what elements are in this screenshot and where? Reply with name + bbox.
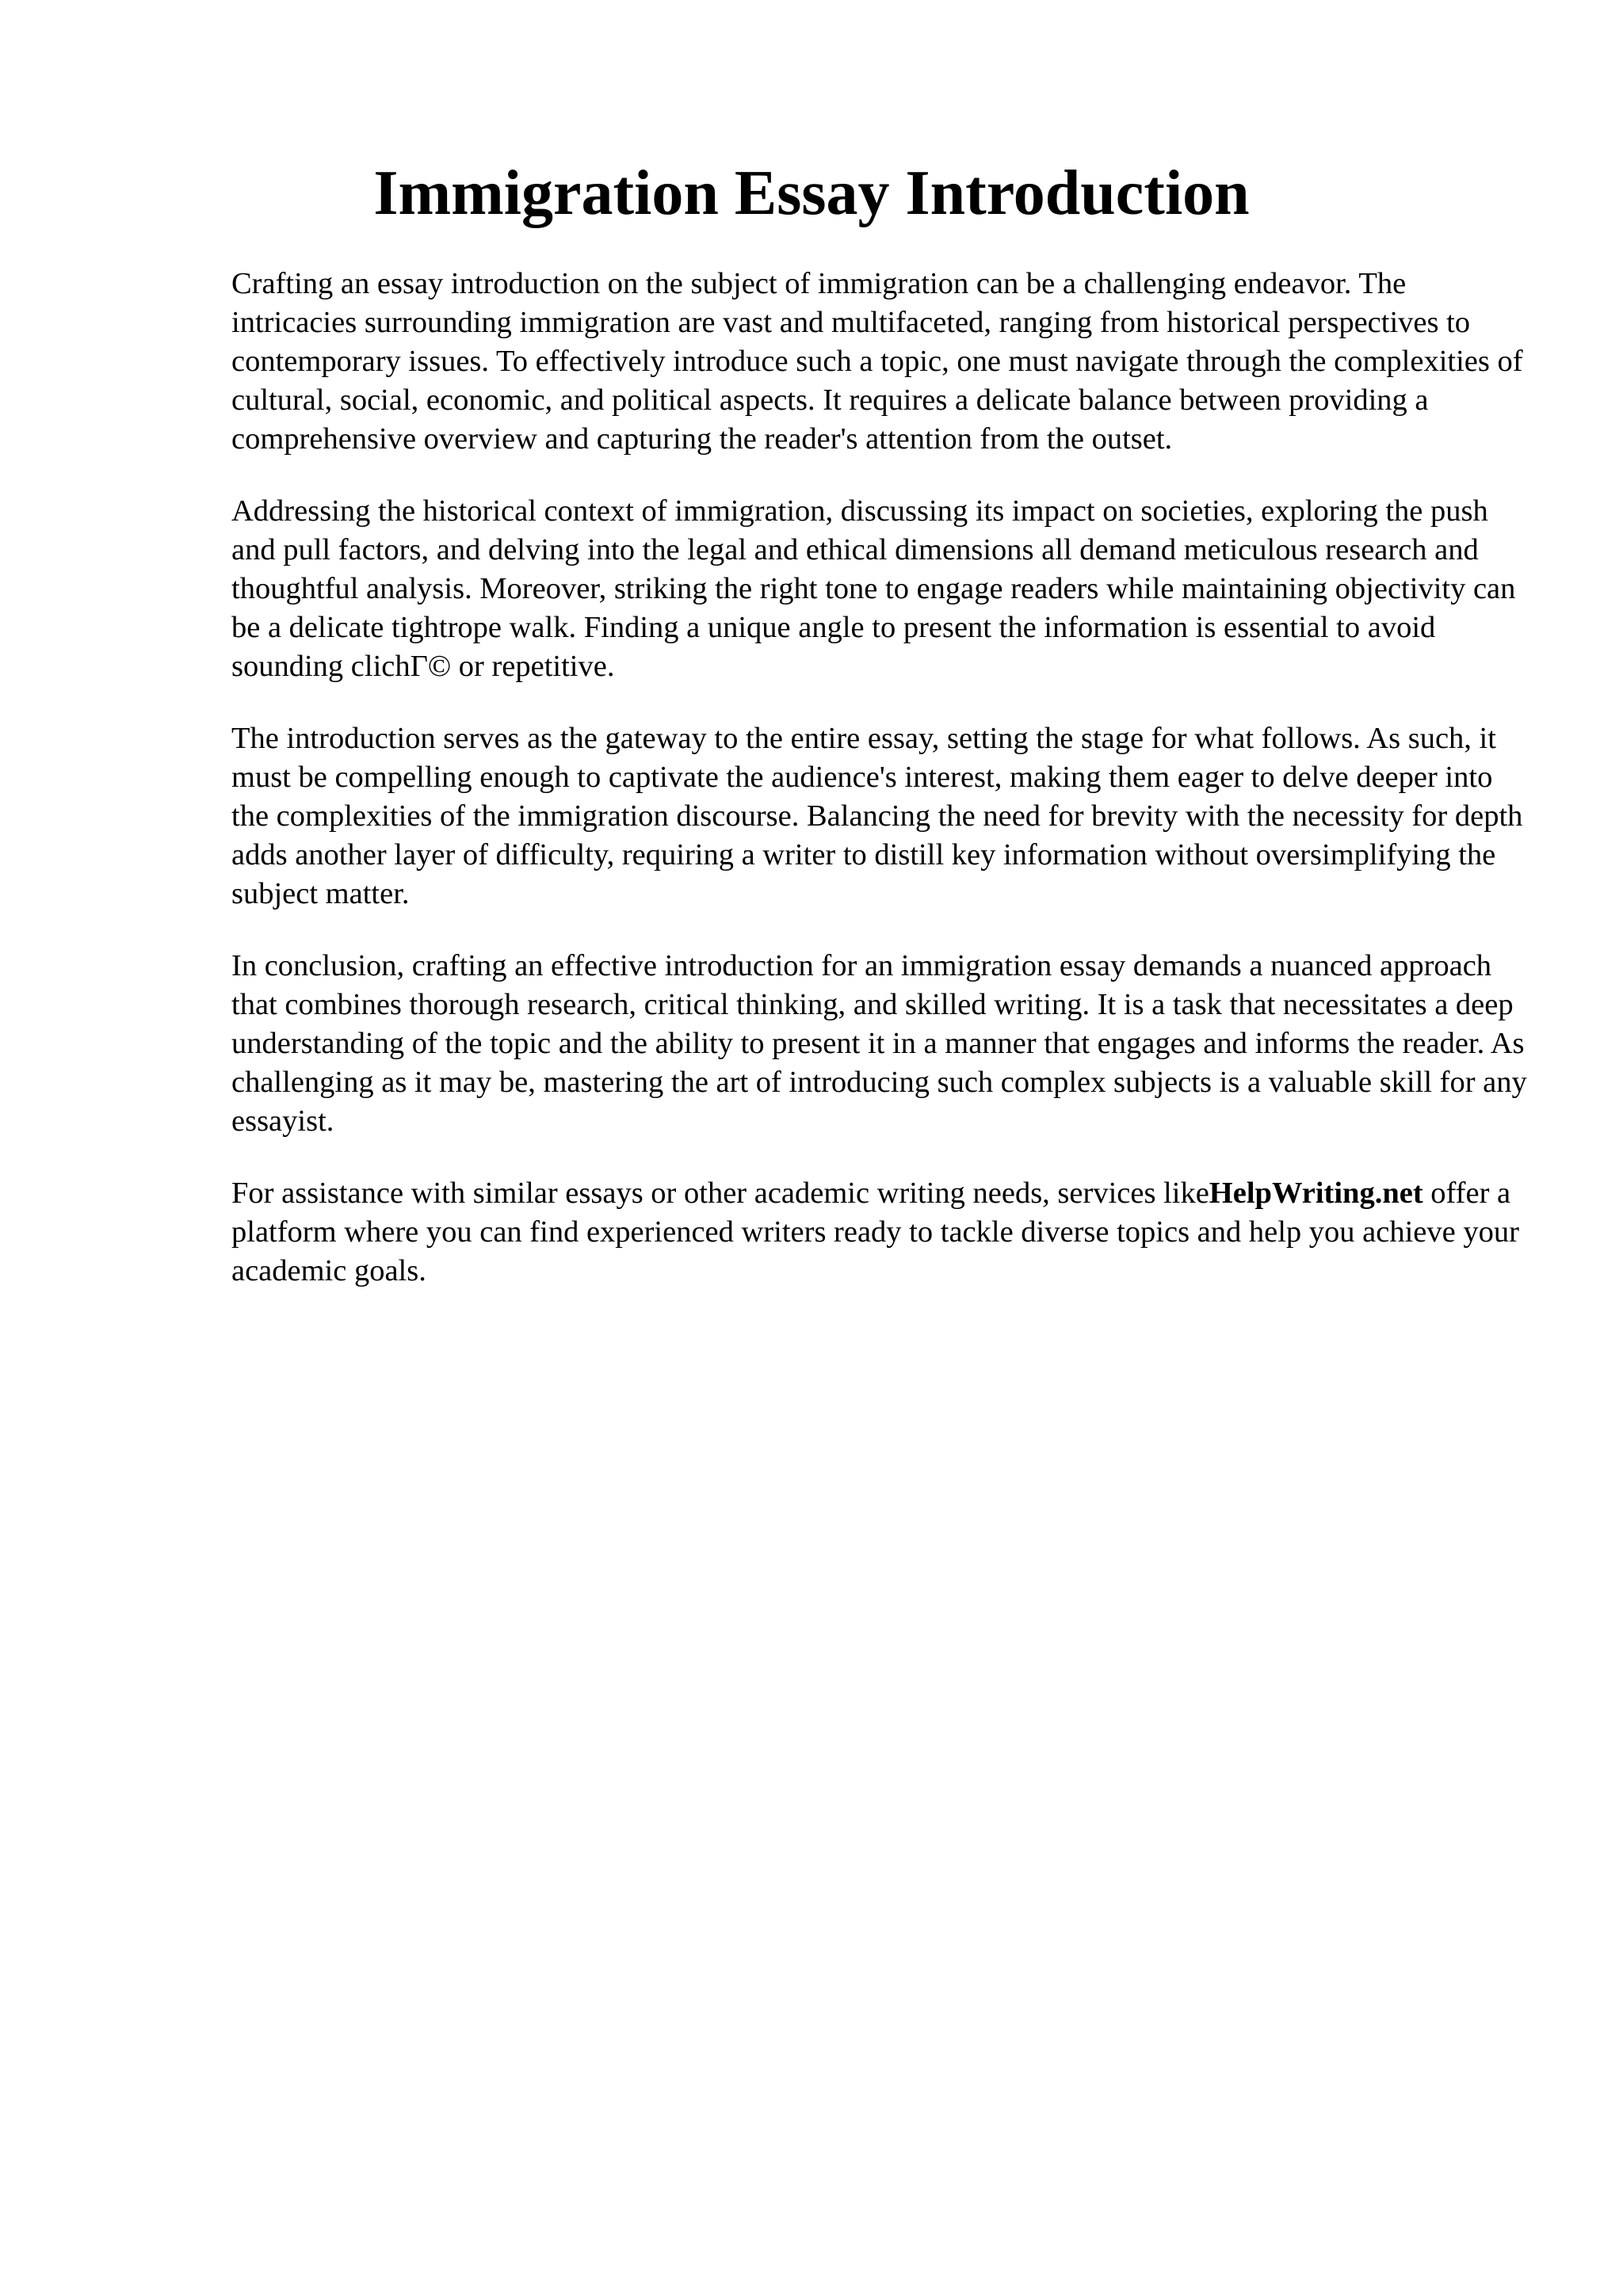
closing-text-after: offer a platform where you can find experienced writers ready to tackle diverse topics and help you achieve your academic goals. — [231, 1177, 1519, 1287]
paragraph-3: The introduction serves as the gateway to the entire essay, setting the stage for what follows. As such, it must be compelling enough to captivate the audience's interest, making them eager to delve deeper into the complexities of the immigration discourse. Balancing the need for brevity with the necessity for depth adds another layer of difficulty, requiring a writer to distill key information without oversimplifying the subject matter. — [231, 722, 1523, 910]
helpwriting-link[interactable]: HelpWriting.net — [1209, 1177, 1423, 1210]
document-body — [231, 265, 1531, 1291]
paragraph-2: Addressing the historical context of immigration, discussing its impact on societies, exploring the push and pull factors, and delving into the legal and ethical dimensions all demand meticulous research and thoughtful analysis. Moreover, striking the right tone to engage readers while maintaining objectivity can be a delicate tightrope walk. Finding a unique angle to present the information is essential to avoid sounding clichΓ© or repetitive. — [231, 494, 1516, 683]
closing-text-before: For assistance with similar essays or other academic writing needs, services like — [231, 1177, 1209, 1210]
paragraph-5 — [231, 1174, 1531, 1291]
paragraph-4: In conclusion, crafting an effective introduction for an immigration essay demands a nuanced approach that combines thorough research, critical thinking, and skilled writing. It is a task that necessitates a deep understanding of the topic and the ability to present it in a manner that engages and informs the reader. As challenging as it may be, mastering the art of introducing such complex subjects is a valuable skill for any essayist. — [231, 949, 1527, 1138]
document-title: Immigration Essay Introduction — [373, 158, 1250, 228]
paragraph-1: Crafting an essay introduction on the subject of immigration can be a challenging endeavor. The intricacies surrounding immigration are vast and multifaceted, ranging from historical perspectives to contemporary issues. To effectively introduce such a topic, one must navigate through the complexities of cultural, social, economic, and political aspects. It requires a delicate balance between providing a comprehensive overview and capturing the reader's attention from the outset. — [231, 267, 1523, 456]
